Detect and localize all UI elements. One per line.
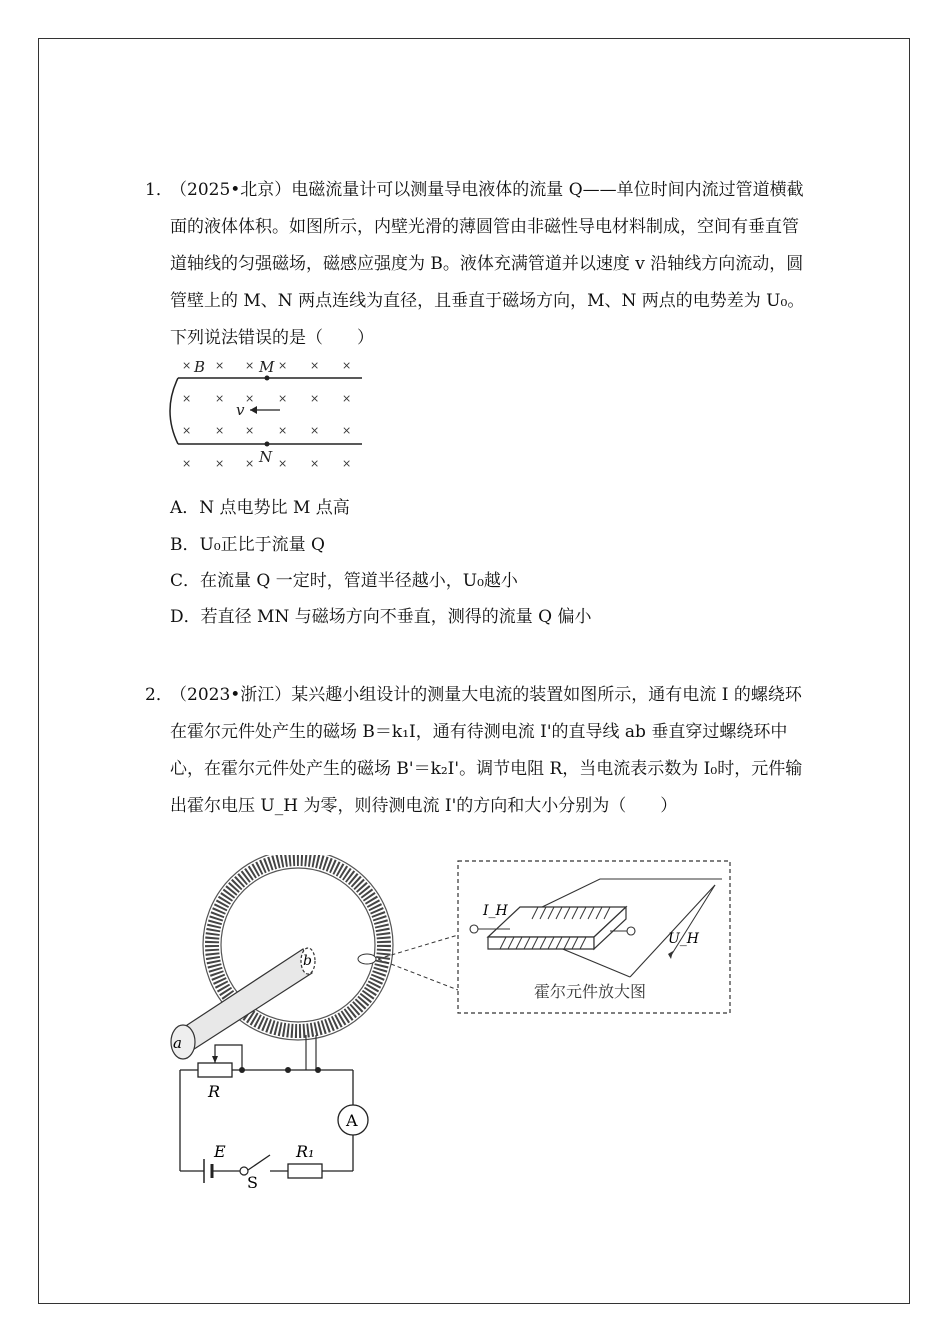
svg-text:×: × [342, 424, 352, 437]
label-ih: I_H [483, 903, 508, 919]
velocity-arrow-icon [250, 406, 257, 414]
svg-text:×: × [310, 359, 320, 372]
question-text: （2025•北京）电磁流量计可以测量导电液体的流量 Q——单位时间内流过管道横截面的液体体积。如图所示，内壁光滑的薄圆管由非磁性导电材料制成，空间有垂直管道轴线的匀强磁场，磁感应强度为 B。液体充满管道并以速度 v 沿轴线方向流动，圆管壁上的 M、N 两点连线为直径，且垂直于磁场方向，M、N 两点的电势差为 U₀。下列说法错误的是（ ） [170, 180, 805, 348]
label-b: b [303, 953, 312, 969]
svg-text:×: × [245, 359, 255, 372]
question-2 [145, 677, 810, 825]
svg-text:×: × [278, 359, 288, 372]
rheostat [198, 1063, 232, 1077]
point-m [265, 376, 270, 381]
svg-text:×: × [245, 392, 255, 405]
label-m: M [259, 358, 275, 376]
label-b: B [194, 358, 206, 376]
svg-text:×: × [278, 392, 288, 405]
svg-text:×: × [182, 359, 192, 372]
q1-option-a: A．N 点电势比 M 点高 [170, 498, 350, 518]
label-v: v [236, 401, 245, 419]
svg-text:×: × [245, 424, 255, 437]
svg-text:×: × [182, 392, 192, 405]
svg-text:×: × [215, 457, 225, 470]
svg-text:×: × [278, 424, 288, 437]
svg-text:×: × [310, 392, 320, 405]
q1-option-b: B．U₀正比于流量 Q [170, 535, 325, 555]
svg-text:×: × [342, 359, 352, 372]
label-s: S [247, 1173, 258, 1190]
q1-option-c: C．在流量 Q 一定时，管道半径越小，U₀越小 [170, 571, 518, 591]
svg-text:×: × [342, 457, 352, 470]
svg-text:×: × [182, 457, 192, 470]
svg-text:×: × [215, 392, 225, 405]
svg-text:×: × [245, 457, 255, 470]
svg-text:×: × [215, 359, 225, 372]
label-n: N [259, 448, 273, 466]
svg-text:×: × [278, 457, 288, 470]
hall-sensor-figure [160, 855, 740, 1190]
label-a: a [173, 1034, 182, 1052]
question-1 [145, 172, 810, 357]
flowmeter-figure [160, 352, 370, 477]
svg-text:×: × [215, 424, 225, 437]
label-ammeter: A [346, 1111, 358, 1130]
svg-text:×: × [310, 457, 320, 470]
label-e: E [214, 1142, 226, 1161]
point-n [265, 442, 270, 447]
svg-text:×: × [182, 424, 192, 437]
label-r1: R₁ [296, 1142, 315, 1161]
svg-text:×: × [310, 424, 320, 437]
label-r: R [208, 1082, 221, 1101]
question-number: 1． [145, 180, 173, 200]
q1-option-d: D．若直径 MN 与磁场方向不垂直，测得的流量 Q 偏小 [170, 607, 592, 627]
magnified-caption: 霍尔元件放大图 [534, 982, 647, 1001]
question-text: （2023•浙江）某兴趣小组设计的测量大电流的装置如图所示，通有电流 I 的螺绕环在霍尔元件处产生的磁场 B＝k₁I，通有待测电流 I'的直导线 ab 垂直穿过螺绕环中心，在霍尔元件处产生的磁场 B'＝k₂I'。调节电阻 R，当电流表示数为 I₀时，元件输出霍尔电压 U_H 为零，则待测电流 I'的方向和大小分别为（ ） [170, 685, 803, 816]
label-uh: U_H [668, 931, 700, 947]
svg-text:×: × [342, 392, 352, 405]
question-number: 2． [145, 685, 173, 705]
